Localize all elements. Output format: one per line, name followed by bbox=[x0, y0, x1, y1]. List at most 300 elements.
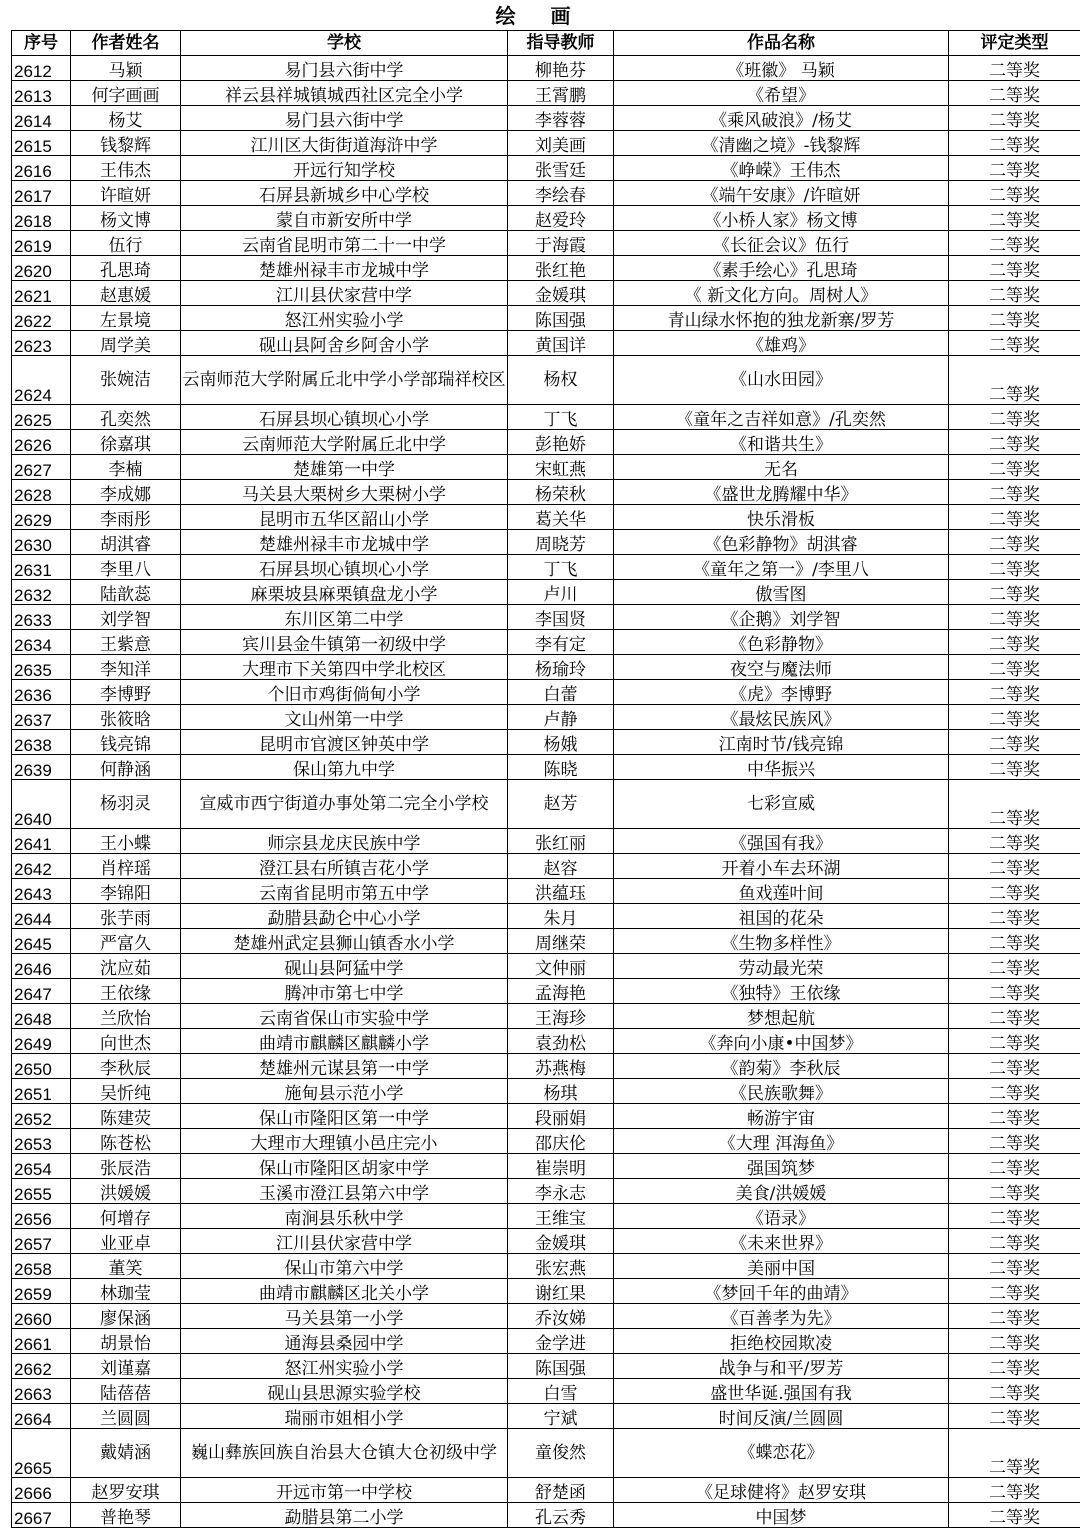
row-number: 2646 bbox=[12, 954, 71, 979]
school-name: 江川县伏家营中学 bbox=[181, 1229, 508, 1254]
teacher-name: 周继荣 bbox=[508, 929, 614, 954]
award-type: 二等奖 bbox=[949, 131, 1080, 156]
school-name: 文山州第一中学 bbox=[181, 705, 508, 730]
teacher-name: 孔云秀 bbox=[508, 1503, 614, 1528]
school-name: 保山市第六中学 bbox=[181, 1254, 508, 1279]
school-name: 怒江州实验小学 bbox=[181, 306, 508, 331]
school-name: 东川区第二中学 bbox=[181, 605, 508, 630]
header-teacher: 指导教师 bbox=[508, 31, 614, 56]
table-row bbox=[12, 356, 1080, 405]
award-type: 二等奖 bbox=[949, 1304, 1080, 1329]
table-row bbox=[12, 705, 1080, 730]
work-title: 《虎》李博野 bbox=[614, 680, 949, 705]
work-title: 《童年之第一》/李里八 bbox=[614, 555, 949, 580]
table-row bbox=[12, 430, 1080, 455]
work-title: 七彩宣威 bbox=[614, 780, 949, 829]
work-title: 中华振兴 bbox=[614, 755, 949, 780]
school-name: 开远行知学校 bbox=[181, 156, 508, 181]
work-title: 青山绿水怀抱的独龙新寨/罗芳 bbox=[614, 306, 949, 331]
row-number: 2638 bbox=[12, 730, 71, 755]
author-name: 洪媛媛 bbox=[71, 1179, 181, 1204]
work-title: 《独特》王依缘 bbox=[614, 979, 949, 1004]
table-row bbox=[12, 555, 1080, 580]
author-name: 周学美 bbox=[71, 331, 181, 356]
author-name: 兰圆圆 bbox=[71, 1404, 181, 1429]
row-number: 2625 bbox=[12, 405, 71, 430]
teacher-name: 陈国强 bbox=[508, 306, 614, 331]
teacher-name: 张红丽 bbox=[508, 829, 614, 854]
award-type: 二等奖 bbox=[949, 1279, 1080, 1304]
school-name: 砚山县思源实验学校 bbox=[181, 1379, 508, 1404]
author-name: 何增存 bbox=[71, 1204, 181, 1229]
teacher-name: 金媛琪 bbox=[508, 1229, 614, 1254]
table-row bbox=[12, 1429, 1080, 1478]
work-title: 《小桥人家》杨文博 bbox=[614, 206, 949, 231]
table-row bbox=[12, 106, 1080, 131]
row-number: 2631 bbox=[12, 555, 71, 580]
author-name: 刘谨嘉 bbox=[71, 1354, 181, 1379]
award-type: 二等奖 bbox=[949, 430, 1080, 455]
row-number: 2629 bbox=[12, 505, 71, 530]
teacher-name: 周晓芳 bbox=[508, 530, 614, 555]
award-type: 二等奖 bbox=[949, 331, 1080, 356]
author-name: 刘学智 bbox=[71, 605, 181, 630]
author-name: 兰欣怡 bbox=[71, 1004, 181, 1029]
school-name: 楚雄第一中学 bbox=[181, 455, 508, 480]
table-row bbox=[12, 680, 1080, 705]
school-name: 曲靖市麒麟区麒麟小学 bbox=[181, 1029, 508, 1054]
work-title: 《大理 洱海鱼》 bbox=[614, 1129, 949, 1154]
row-number: 2658 bbox=[12, 1254, 71, 1279]
award-type: 二等奖 bbox=[949, 1254, 1080, 1279]
school-name: 麻栗坡县麻栗镇盘龙小学 bbox=[181, 580, 508, 605]
school-name: 蒙自市新安所中学 bbox=[181, 206, 508, 231]
work-title: 祖国的花朵 bbox=[614, 904, 949, 929]
work-title: 《最炫民族风》 bbox=[614, 705, 949, 730]
school-name: 昆明市官渡区钟英中学 bbox=[181, 730, 508, 755]
author-name: 徐嘉琪 bbox=[71, 430, 181, 455]
teacher-name: 袁劲松 bbox=[508, 1029, 614, 1054]
table-row bbox=[12, 455, 1080, 480]
award-type: 二等奖 bbox=[949, 306, 1080, 331]
table-row bbox=[12, 256, 1080, 281]
author-name: 陈苍松 bbox=[71, 1129, 181, 1154]
header-school: 学校 bbox=[181, 31, 508, 56]
teacher-name: 张雪廷 bbox=[508, 156, 614, 181]
table-row bbox=[12, 1229, 1080, 1254]
work-title: 中国梦 bbox=[614, 1503, 949, 1528]
row-number: 2640 bbox=[12, 780, 71, 829]
table-row bbox=[12, 281, 1080, 306]
work-title: 《班徽》 马颖 bbox=[614, 56, 949, 81]
work-title: 《长征会议》伍行 bbox=[614, 231, 949, 256]
teacher-name: 张红艳 bbox=[508, 256, 614, 281]
row-number: 2634 bbox=[12, 630, 71, 655]
row-number: 2617 bbox=[12, 181, 71, 206]
row-number: 2635 bbox=[12, 655, 71, 680]
row-number: 2647 bbox=[12, 979, 71, 1004]
award-type: 二等奖 bbox=[949, 1379, 1080, 1404]
table-row bbox=[12, 605, 1080, 630]
header-row bbox=[12, 31, 1080, 56]
school-name: 云南省昆明市第二十一中学 bbox=[181, 231, 508, 256]
author-name: 何字画画 bbox=[71, 81, 181, 106]
row-number: 2636 bbox=[12, 680, 71, 705]
author-name: 张婉洁 bbox=[71, 356, 181, 405]
row-number: 2644 bbox=[12, 904, 71, 929]
teacher-name: 赵芳 bbox=[508, 780, 614, 829]
work-title: 强国筑梦 bbox=[614, 1154, 949, 1179]
award-type: 二等奖 bbox=[949, 1004, 1080, 1029]
award-type: 二等奖 bbox=[949, 879, 1080, 904]
work-title: 《雄鸡》 bbox=[614, 331, 949, 356]
award-type: 二等奖 bbox=[949, 755, 1080, 780]
table-row bbox=[12, 1004, 1080, 1029]
school-name: 江川区大街街道海浒中学 bbox=[181, 131, 508, 156]
author-name: 李秋辰 bbox=[71, 1054, 181, 1079]
teacher-name: 彭艳娇 bbox=[508, 430, 614, 455]
row-number: 2637 bbox=[12, 705, 71, 730]
award-type: 二等奖 bbox=[949, 106, 1080, 131]
table-row bbox=[12, 530, 1080, 555]
teacher-name: 黄国详 bbox=[508, 331, 614, 356]
award-type: 二等奖 bbox=[949, 1079, 1080, 1104]
work-title: 《盛世龙腾耀中华》 bbox=[614, 480, 949, 505]
work-title: 《希望》 bbox=[614, 81, 949, 106]
table-row bbox=[12, 231, 1080, 256]
row-number: 2639 bbox=[12, 755, 71, 780]
author-name: 张辰浩 bbox=[71, 1154, 181, 1179]
table-row bbox=[12, 131, 1080, 156]
work-title: 《足球健将》赵罗安琪 bbox=[614, 1478, 949, 1503]
award-type: 二等奖 bbox=[949, 1204, 1080, 1229]
teacher-name: 李国贤 bbox=[508, 605, 614, 630]
award-type: 二等奖 bbox=[949, 231, 1080, 256]
row-number: 2633 bbox=[12, 605, 71, 630]
author-name: 赵罗安琪 bbox=[71, 1478, 181, 1503]
author-name: 李里八 bbox=[71, 555, 181, 580]
work-title: 《和谐共生》 bbox=[614, 430, 949, 455]
school-name: 个旧市鸡街倘甸小学 bbox=[181, 680, 508, 705]
teacher-name: 李永志 bbox=[508, 1179, 614, 1204]
row-number: 2630 bbox=[12, 530, 71, 555]
row-number: 2628 bbox=[12, 480, 71, 505]
school-name: 保山市隆阳区胡家中学 bbox=[181, 1154, 508, 1179]
row-number: 2641 bbox=[12, 829, 71, 854]
author-name: 严富久 bbox=[71, 929, 181, 954]
school-name: 石屏县新城乡中心学校 bbox=[181, 181, 508, 206]
award-type: 二等奖 bbox=[949, 580, 1080, 605]
table-row bbox=[12, 1354, 1080, 1379]
table-row bbox=[12, 331, 1080, 356]
author-name: 林珈莹 bbox=[71, 1279, 181, 1304]
row-number: 2663 bbox=[12, 1379, 71, 1404]
teacher-name: 宁斌 bbox=[508, 1404, 614, 1429]
author-name: 胡景怡 bbox=[71, 1329, 181, 1354]
row-number: 2621 bbox=[12, 281, 71, 306]
school-name: 宾川县金牛镇第一初级中学 bbox=[181, 630, 508, 655]
teacher-name: 邵庆伦 bbox=[508, 1129, 614, 1154]
author-name: 许暄妍 bbox=[71, 181, 181, 206]
work-title: 《蝶恋花》 bbox=[614, 1429, 949, 1478]
award-type: 二等奖 bbox=[949, 206, 1080, 231]
table-row bbox=[12, 1154, 1080, 1179]
work-title: 开着小车去环湖 bbox=[614, 854, 949, 879]
work-title: 《峥嵘》王伟杰 bbox=[614, 156, 949, 181]
teacher-name: 李绘春 bbox=[508, 181, 614, 206]
school-name: 砚山县阿猛中学 bbox=[181, 954, 508, 979]
page-title: 绘 画 bbox=[495, 4, 585, 28]
row-number: 2665 bbox=[12, 1429, 71, 1478]
award-type: 二等奖 bbox=[949, 655, 1080, 680]
school-name: 易门县六街中学 bbox=[181, 56, 508, 81]
author-name: 何静涵 bbox=[71, 755, 181, 780]
table-row bbox=[12, 505, 1080, 530]
school-name: 石屏县坝心镇坝心小学 bbox=[181, 405, 508, 430]
author-name: 王小蝶 bbox=[71, 829, 181, 854]
award-type: 二等奖 bbox=[949, 455, 1080, 480]
teacher-name: 朱月 bbox=[508, 904, 614, 929]
row-number: 2654 bbox=[12, 1154, 71, 1179]
table-row bbox=[12, 755, 1080, 780]
row-number: 2642 bbox=[12, 854, 71, 879]
table-body bbox=[12, 56, 1080, 1528]
award-type: 二等奖 bbox=[949, 929, 1080, 954]
award-type: 二等奖 bbox=[949, 1478, 1080, 1503]
row-number: 2651 bbox=[12, 1079, 71, 1104]
author-name: 张筱晗 bbox=[71, 705, 181, 730]
author-name: 左景境 bbox=[71, 306, 181, 331]
row-number: 2664 bbox=[12, 1404, 71, 1429]
table-row bbox=[12, 879, 1080, 904]
work-title: 《企鹅》刘学智 bbox=[614, 605, 949, 630]
author-name: 肖梓瑶 bbox=[71, 854, 181, 879]
row-number: 2623 bbox=[12, 331, 71, 356]
work-title: 畅游宇宙 bbox=[614, 1104, 949, 1129]
award-type: 二等奖 bbox=[949, 630, 1080, 655]
author-name: 马颖 bbox=[71, 56, 181, 81]
teacher-name: 杨荣秋 bbox=[508, 480, 614, 505]
table-row bbox=[12, 1304, 1080, 1329]
row-number: 2632 bbox=[12, 580, 71, 605]
work-title: 鱼戏莲叶间 bbox=[614, 879, 949, 904]
teacher-name: 孟海艳 bbox=[508, 979, 614, 1004]
header-no: 序号 bbox=[12, 31, 71, 56]
author-name: 普艳琴 bbox=[71, 1503, 181, 1528]
school-name: 南涧县乐秋中学 bbox=[181, 1204, 508, 1229]
author-name: 杨羽灵 bbox=[71, 780, 181, 829]
teacher-name: 丁飞 bbox=[508, 405, 614, 430]
award-type: 二等奖 bbox=[949, 730, 1080, 755]
teacher-name: 葛关华 bbox=[508, 505, 614, 530]
author-name: 王伟杰 bbox=[71, 156, 181, 181]
school-name: 云南师范大学附属丘北中学 bbox=[181, 430, 508, 455]
table-row bbox=[12, 854, 1080, 879]
table-row bbox=[12, 306, 1080, 331]
author-name: 李雨彤 bbox=[71, 505, 181, 530]
row-number: 2650 bbox=[12, 1054, 71, 1079]
award-type: 二等奖 bbox=[949, 530, 1080, 555]
school-name: 祥云县祥城镇城西社区完全小学 bbox=[181, 81, 508, 106]
work-title: 夜空与魔法师 bbox=[614, 655, 949, 680]
award-type: 二等奖 bbox=[949, 181, 1080, 206]
author-name: 陈建荧 bbox=[71, 1104, 181, 1129]
row-number: 2657 bbox=[12, 1229, 71, 1254]
work-title: 拒绝校园欺凌 bbox=[614, 1329, 949, 1354]
table-row bbox=[12, 1204, 1080, 1229]
header-award: 评定类型 bbox=[949, 31, 1080, 56]
award-type: 二等奖 bbox=[949, 1329, 1080, 1354]
work-title: 傲雪图 bbox=[614, 580, 949, 605]
award-type: 二等奖 bbox=[949, 954, 1080, 979]
teacher-name: 陈晓 bbox=[508, 755, 614, 780]
school-name: 保山市隆阳区第一中学 bbox=[181, 1104, 508, 1129]
school-name: 云南省保山市实验中学 bbox=[181, 1004, 508, 1029]
row-number: 2612 bbox=[12, 56, 71, 81]
school-name: 曲靖市麒麟区北关小学 bbox=[181, 1279, 508, 1304]
work-title: 时间反演/兰圆圆 bbox=[614, 1404, 949, 1429]
award-type: 二等奖 bbox=[949, 1229, 1080, 1254]
row-number: 2662 bbox=[12, 1354, 71, 1379]
author-name: 陆歆蕊 bbox=[71, 580, 181, 605]
table-row bbox=[12, 1404, 1080, 1429]
teacher-name: 金学进 bbox=[508, 1329, 614, 1354]
teacher-name: 柳艳芬 bbox=[508, 56, 614, 81]
author-name: 吴忻纯 bbox=[71, 1079, 181, 1104]
author-name: 杨艾 bbox=[71, 106, 181, 131]
award-type: 二等奖 bbox=[949, 281, 1080, 306]
table-row bbox=[12, 929, 1080, 954]
work-title: 盛世华诞.强国有我 bbox=[614, 1379, 949, 1404]
award-type: 二等奖 bbox=[949, 605, 1080, 630]
work-title: 《百善孝为先》 bbox=[614, 1304, 949, 1329]
table-row bbox=[12, 1029, 1080, 1054]
school-name: 勐腊县第二小学 bbox=[181, 1503, 508, 1528]
award-type: 二等奖 bbox=[949, 156, 1080, 181]
author-name: 业亚卓 bbox=[71, 1229, 181, 1254]
table-row bbox=[12, 1129, 1080, 1154]
work-title: 《山水田园》 bbox=[614, 356, 949, 405]
school-name: 昆明市五华区韶山小学 bbox=[181, 505, 508, 530]
work-title: 《强国有我》 bbox=[614, 829, 949, 854]
author-name: 陆蓓蓓 bbox=[71, 1379, 181, 1404]
award-type: 二等奖 bbox=[949, 1029, 1080, 1054]
teacher-name: 李蓉蓉 bbox=[508, 106, 614, 131]
work-title: 美丽中国 bbox=[614, 1254, 949, 1279]
table-row bbox=[12, 730, 1080, 755]
work-title: 《民族歌舞》 bbox=[614, 1079, 949, 1104]
school-name: 楚雄州武定县狮山镇香水小学 bbox=[181, 929, 508, 954]
work-title: 战争与和平/罗芳 bbox=[614, 1354, 949, 1379]
table-row bbox=[12, 156, 1080, 181]
author-name: 赵惠媛 bbox=[71, 281, 181, 306]
table-row bbox=[12, 1254, 1080, 1279]
teacher-name: 刘美画 bbox=[508, 131, 614, 156]
award-type: 二等奖 bbox=[949, 56, 1080, 81]
table-row bbox=[12, 1503, 1080, 1528]
teacher-name: 舒楚函 bbox=[508, 1478, 614, 1503]
school-name: 马关县第一小学 bbox=[181, 1304, 508, 1329]
table-row bbox=[12, 630, 1080, 655]
work-title: 《素手绘心》孔思琦 bbox=[614, 256, 949, 281]
school-name: 楚雄州元谋县第一中学 bbox=[181, 1054, 508, 1079]
school-name: 保山第九中学 bbox=[181, 755, 508, 780]
award-type: 二等奖 bbox=[949, 1503, 1080, 1528]
row-number: 2653 bbox=[12, 1129, 71, 1154]
teacher-name: 王海珍 bbox=[508, 1004, 614, 1029]
author-name: 王紫意 bbox=[71, 630, 181, 655]
row-number: 2622 bbox=[12, 306, 71, 331]
table-row bbox=[12, 829, 1080, 854]
table-row bbox=[12, 1379, 1080, 1404]
table-row bbox=[12, 1104, 1080, 1129]
award-type: 二等奖 bbox=[949, 555, 1080, 580]
work-title: 《未来世界》 bbox=[614, 1229, 949, 1254]
author-name: 伍行 bbox=[71, 231, 181, 256]
author-name: 杨文博 bbox=[71, 206, 181, 231]
school-name: 澄江县右所镇吉花小学 bbox=[181, 854, 508, 879]
school-name: 云南师范大学附属丘北中学小学部瑞祥校区 bbox=[181, 356, 508, 405]
table-row bbox=[12, 206, 1080, 231]
row-number: 2613 bbox=[12, 81, 71, 106]
teacher-name: 李有定 bbox=[508, 630, 614, 655]
teacher-name: 杨瑜玲 bbox=[508, 655, 614, 680]
school-name: 巍山彝族回族自治县大仓镇大仓初级中学 bbox=[181, 1429, 508, 1478]
work-title: 劳动最光荣 bbox=[614, 954, 949, 979]
award-type: 二等奖 bbox=[949, 356, 1080, 405]
award-type: 二等奖 bbox=[949, 1354, 1080, 1379]
school-name: 通海县桑园中学 bbox=[181, 1329, 508, 1354]
teacher-name: 洪蕴珏 bbox=[508, 879, 614, 904]
award-type: 二等奖 bbox=[949, 81, 1080, 106]
teacher-name: 王霄鹏 bbox=[508, 81, 614, 106]
table-row bbox=[12, 580, 1080, 605]
school-name: 易门县六街中学 bbox=[181, 106, 508, 131]
row-number: 2626 bbox=[12, 430, 71, 455]
table-row bbox=[12, 480, 1080, 505]
work-title: 《乘风破浪》/杨艾 bbox=[614, 106, 949, 131]
school-name: 楚雄州禄丰市龙城中学 bbox=[181, 256, 508, 281]
table-row bbox=[12, 1054, 1080, 1079]
row-number: 2614 bbox=[12, 106, 71, 131]
table-row bbox=[12, 1079, 1080, 1104]
work-title: 《韵菊》李秋辰 bbox=[614, 1054, 949, 1079]
work-title: 江南时节/钱亮锦 bbox=[614, 730, 949, 755]
teacher-name: 苏燕梅 bbox=[508, 1054, 614, 1079]
award-type: 二等奖 bbox=[949, 829, 1080, 854]
teacher-name: 谢红果 bbox=[508, 1279, 614, 1304]
work-title: 快乐滑板 bbox=[614, 505, 949, 530]
author-name: 孔奕然 bbox=[71, 405, 181, 430]
table-row bbox=[12, 904, 1080, 929]
table-row bbox=[12, 405, 1080, 430]
award-type: 二等奖 bbox=[949, 1404, 1080, 1429]
teacher-name: 童俊然 bbox=[508, 1429, 614, 1478]
award-type: 二等奖 bbox=[949, 680, 1080, 705]
row-number: 2659 bbox=[12, 1279, 71, 1304]
row-number: 2615 bbox=[12, 131, 71, 156]
work-title: 《色彩静物》 bbox=[614, 630, 949, 655]
teacher-name: 杨权 bbox=[508, 356, 614, 405]
award-type: 二等奖 bbox=[949, 1104, 1080, 1129]
table-row bbox=[12, 1179, 1080, 1204]
teacher-name: 白雪 bbox=[508, 1379, 614, 1404]
teacher-name: 白蕾 bbox=[508, 680, 614, 705]
school-name: 楚雄州禄丰市龙城中学 bbox=[181, 530, 508, 555]
school-name: 宣威市西宁街道办事处第二完全小学校 bbox=[181, 780, 508, 829]
author-name: 戴婧涵 bbox=[71, 1429, 181, 1478]
table-row bbox=[12, 1329, 1080, 1354]
